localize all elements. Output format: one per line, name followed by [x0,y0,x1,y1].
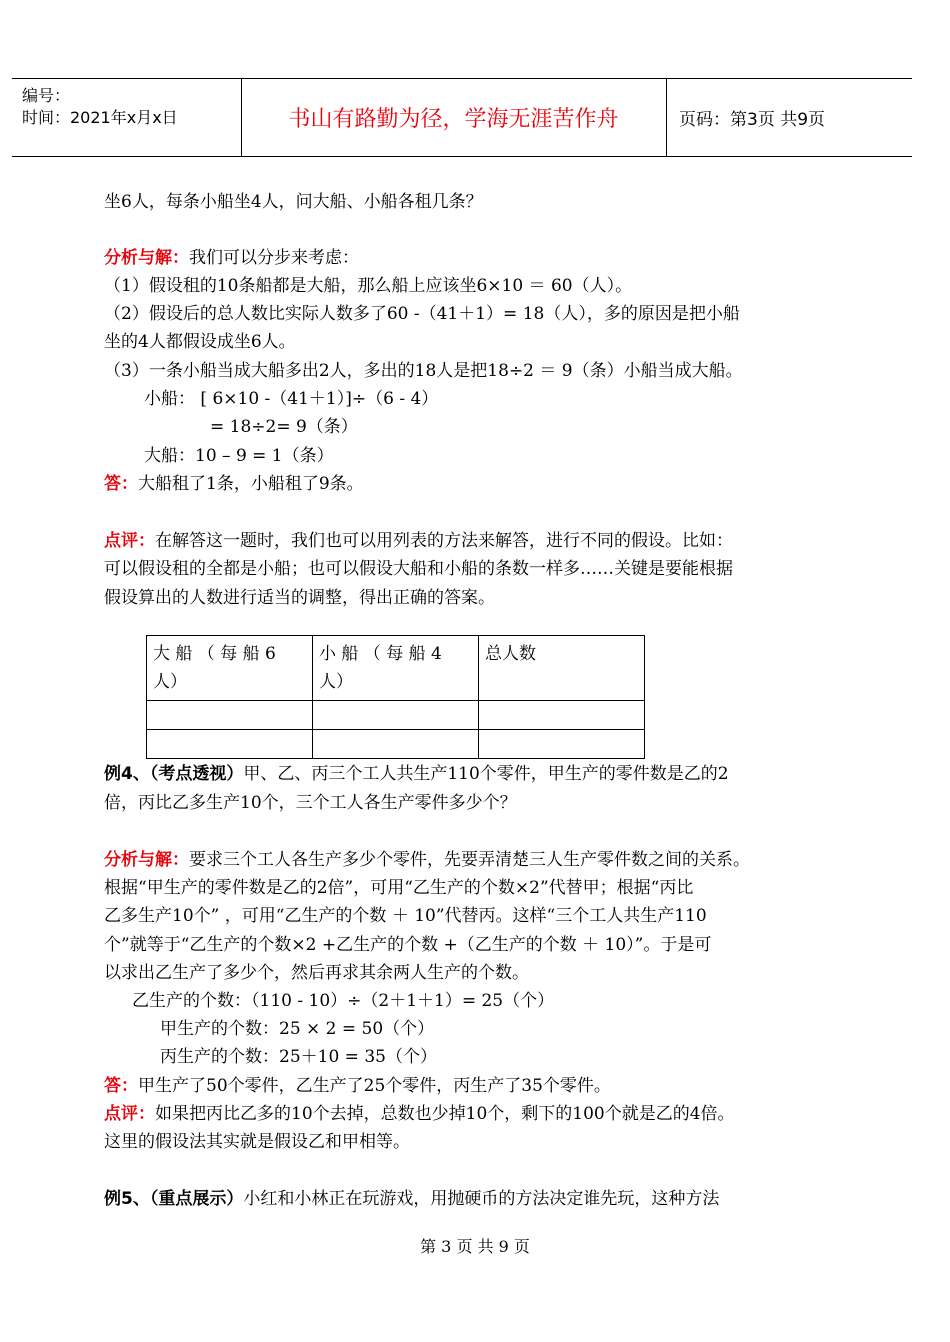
section-label: 分析与解： [104,850,189,870]
text-line-content: 我们可以分步来考虑： [189,248,359,268]
text-line [104,243,359,268]
text-line: 以求出乙生产了多少个，然后再求其余两人生产的个数。 [104,963,529,983]
text-line-content: 要求三个工人各生产多少个零件，先要弄清楚三人生产零件数之间的关系。 [189,850,750,870]
text-line: （2）假设后的总人数比实际人数多了60 -（41＋1）= 18（人），多的原因是把小船 [104,304,740,324]
example-label: 例4、（考点透视） [104,764,244,784]
header-motto: 书山有路勤为径，学海无涯苦作舟 [241,79,667,156]
formula-line: 小船： [ 6×10 -（41＋1）]÷（6 - 4） [144,389,439,409]
time-label: 时间：2021年x月x日 [22,108,178,127]
answer-text: 大船租了1条，小船租了9条。 [138,474,364,494]
text-line: 乙多生产10个” ，可用“乙生产的个数 ＋ 10”代替丙。这样“三个工人共生产110 [104,906,707,926]
table-header-cell: 小 船 （ 每 船 4 人） [313,636,479,701]
table-cell [479,701,645,730]
example-text: 甲、乙、丙三个工人共生产110个零件，甲生产的零件数是乙的2 [243,764,729,784]
text-line: 坐6人，每条小船坐4人，问大船、小船各租几条？ [104,192,483,212]
table-row [147,730,645,759]
page-info-text: 页码：第3页 共9页 [679,110,826,130]
comment-line [104,526,733,551]
table-cell [313,701,479,730]
answer-label: 答： [104,1076,138,1096]
text-line: 假设算出的人数进行适当的调整，得出正确的答案。 [104,588,495,608]
text-line: （1）假设租的10条船都是大船，那么船上应该坐6×10 ＝ 60（人）。 [104,276,633,296]
text-line: 这里的假设法其实就是假设乙和甲相等。 [104,1132,410,1152]
example-text: 小红和小林正在玩游戏，用抛硬币的方法决定谁先玩，这种方法 [243,1189,720,1209]
comment-line [104,1099,735,1124]
table-cell [479,730,645,759]
text-line [104,845,750,870]
example-label: 例5、（重点展示） [104,1189,244,1209]
table-row [147,701,645,730]
section-label: 分析与解： [104,248,189,268]
answer-line [104,469,364,494]
table-header-cell: 大 船 （ 每 船 6 人） [147,636,313,701]
table-cell [313,730,479,759]
text-line: 根据“甲生产的零件数是乙的2倍”，可用“乙生产的个数×2”代替甲；根据“丙比 [104,878,694,898]
header-meta [12,79,242,156]
table-header-cell: 总人数 [479,636,645,701]
comment-text: 如果把丙比乙多的10个去掉，总数也少掉10个，剩下的100个就是乙的4倍。 [155,1104,735,1124]
header-page-info [667,79,912,156]
example-line [104,1184,719,1209]
table-cell [147,730,313,759]
text-line: （3）一条小船当成大船多出2人，多出的18人是把18÷2 ＝ 9（条）小船当成大船。 [104,361,743,381]
text-line: 坐的4人都假设成坐6人。 [104,332,296,352]
comment-text: 在解答这一题时，我们也可以用列表的方法来解答，进行不同的假设。比如： [155,531,733,551]
comment-label: 点评： [104,1104,155,1124]
formula-line: = 18÷2= 9（条） [210,417,358,437]
answer-line [104,1071,611,1096]
comment-label: 点评： [104,531,155,551]
assumption-table [146,635,645,759]
answer-text: 甲生产了50个零件，乙生产了25个零件，丙生产了35个零件。 [138,1076,611,1096]
formula-line: 丙生产的个数：25＋10 = 35（个） [160,1047,437,1067]
table-header-row [147,636,645,701]
formula-line: 大船：10 – 9 = 1（条） [144,446,334,466]
example-line [104,759,729,784]
text-line: 倍，丙比乙多生产10个，三个工人各生产零件多少个？ [104,793,517,813]
formula-line: 甲生产的个数：25 × 2 = 50（个） [160,1019,435,1039]
text-line: 可以假设租的全都是小船；也可以假设大船和小船的条数一样多……关键是要能根据 [104,559,733,579]
table-cell [147,701,313,730]
text-line: 个”就等于“乙生产的个数×2 +乙生产的个数 +（乙生产的个数 ＋ 10）”。于是可 [104,935,712,955]
page-header [12,78,912,157]
number-label: 编号： [22,86,71,105]
page-footer: 第 3 页 共 9 页 [420,1237,530,1256]
formula-line: 乙生产的个数：（110 - 10）÷（2＋1＋1）= 25（个） [132,991,555,1011]
answer-label: 答： [104,474,138,494]
